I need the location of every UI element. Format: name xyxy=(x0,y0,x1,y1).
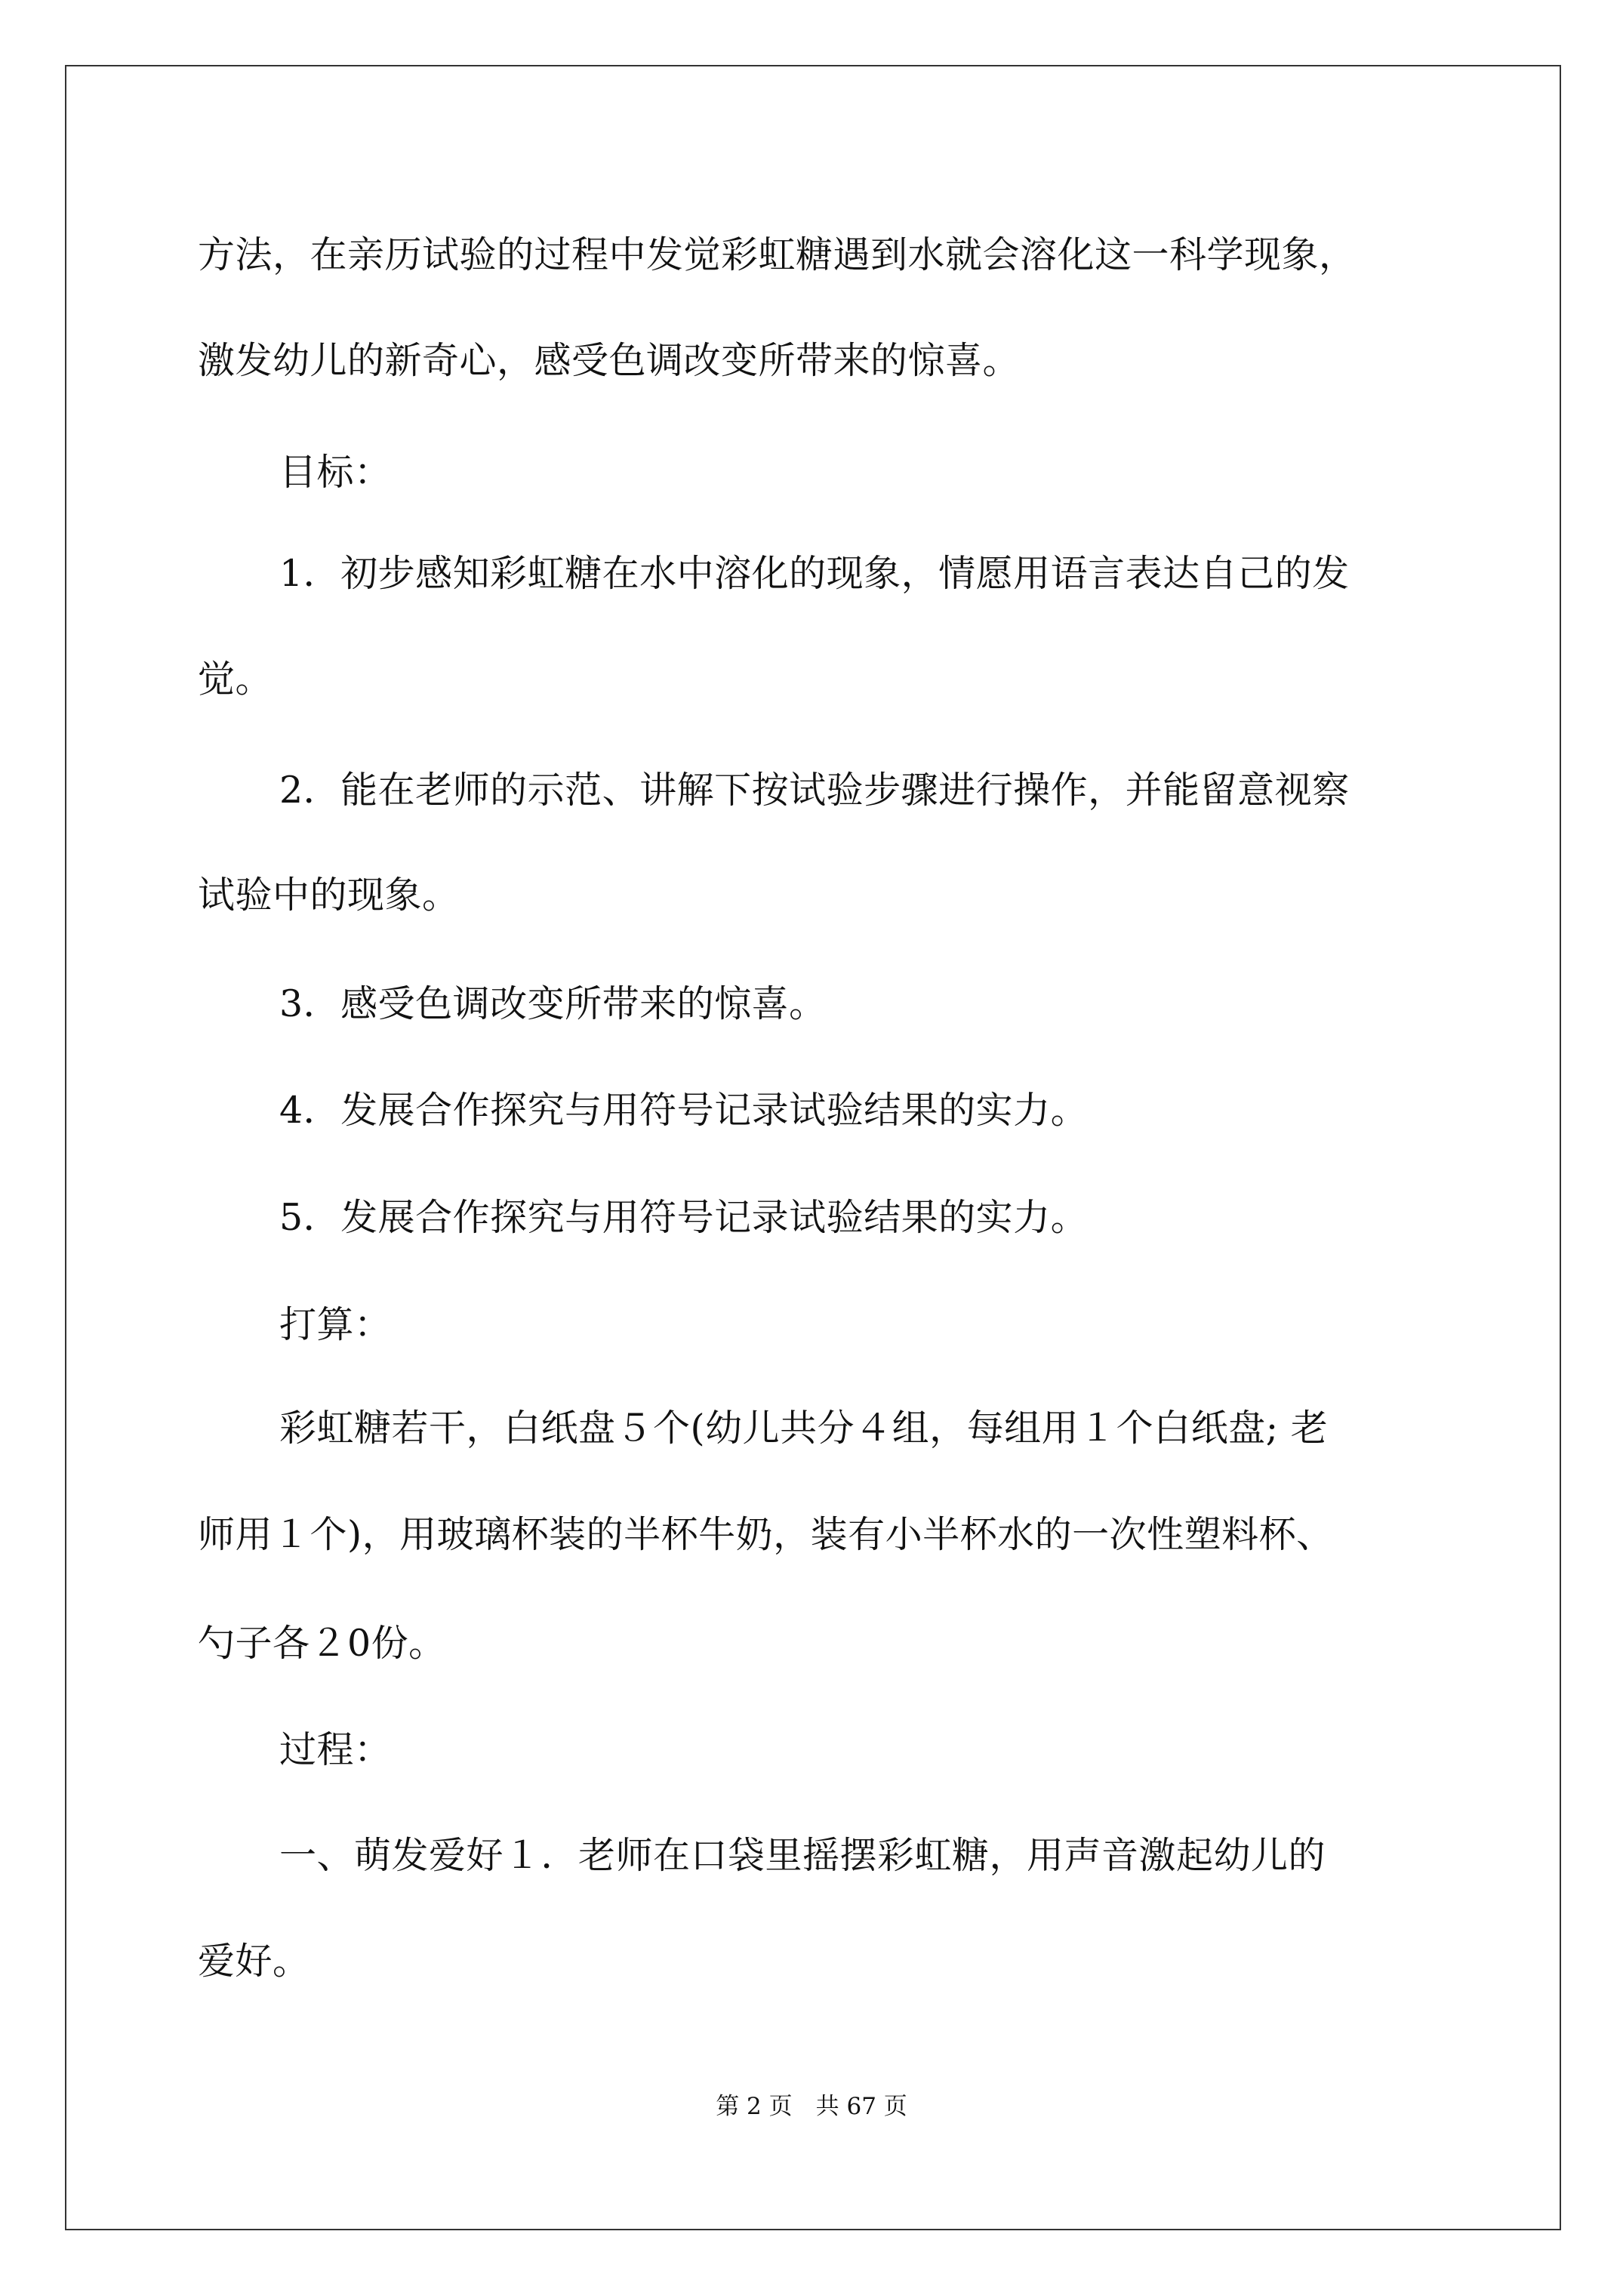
text-line: 方法，在亲历试验的过程中发觉彩虹糖遇到水就会溶化这一科学现象， xyxy=(198,233,1357,276)
text-line: 激发幼儿的新奇心，感受色调改变所带来的惊喜。 xyxy=(198,339,1021,382)
text-line: 师用１个)，用玻璃杯装的半杯牛奶，装有小半杯水的一次性塑料杯、 xyxy=(198,1513,1334,1556)
text-line: 爱好。 xyxy=(198,1940,310,1983)
text-line: 4．发展合作探究与用符号记录试验结果的实力。 xyxy=(279,1089,1089,1132)
text-line: 一、萌发爱好１．老师在口袋里摇摆彩虹糖，用声音激起幼儿的 xyxy=(279,1834,1326,1877)
page-number: 第 2 页 共 67 页 xyxy=(716,2093,907,2120)
section-heading-process: 过程： xyxy=(279,1728,392,1771)
text-line: 2．能在老师的示范、讲解下按试验步骤进行操作，并能留意视察 xyxy=(279,769,1350,812)
text-line: 3．感受色调改变所带来的惊喜。 xyxy=(279,982,827,1025)
section-heading-goals: 目标： xyxy=(279,451,392,494)
text-line: 试验中的现象。 xyxy=(198,874,460,917)
page-frame xyxy=(65,65,1561,2230)
text-line: 觉。 xyxy=(198,658,273,701)
text-line: 彩虹糖若干，白纸盘５个(幼儿共分４组，每组用１个白纸盘; 老 xyxy=(279,1407,1329,1450)
text-line: 勺子各２0份。 xyxy=(198,1622,446,1665)
text-line: 5．发展合作探究与用符号记录试验结果的实力。 xyxy=(279,1196,1089,1239)
text-line: 1．初步感知彩虹糖在水中溶化的现象，情愿用语言表达自己的发 xyxy=(279,552,1350,595)
section-heading-preparation: 打算： xyxy=(279,1303,392,1346)
